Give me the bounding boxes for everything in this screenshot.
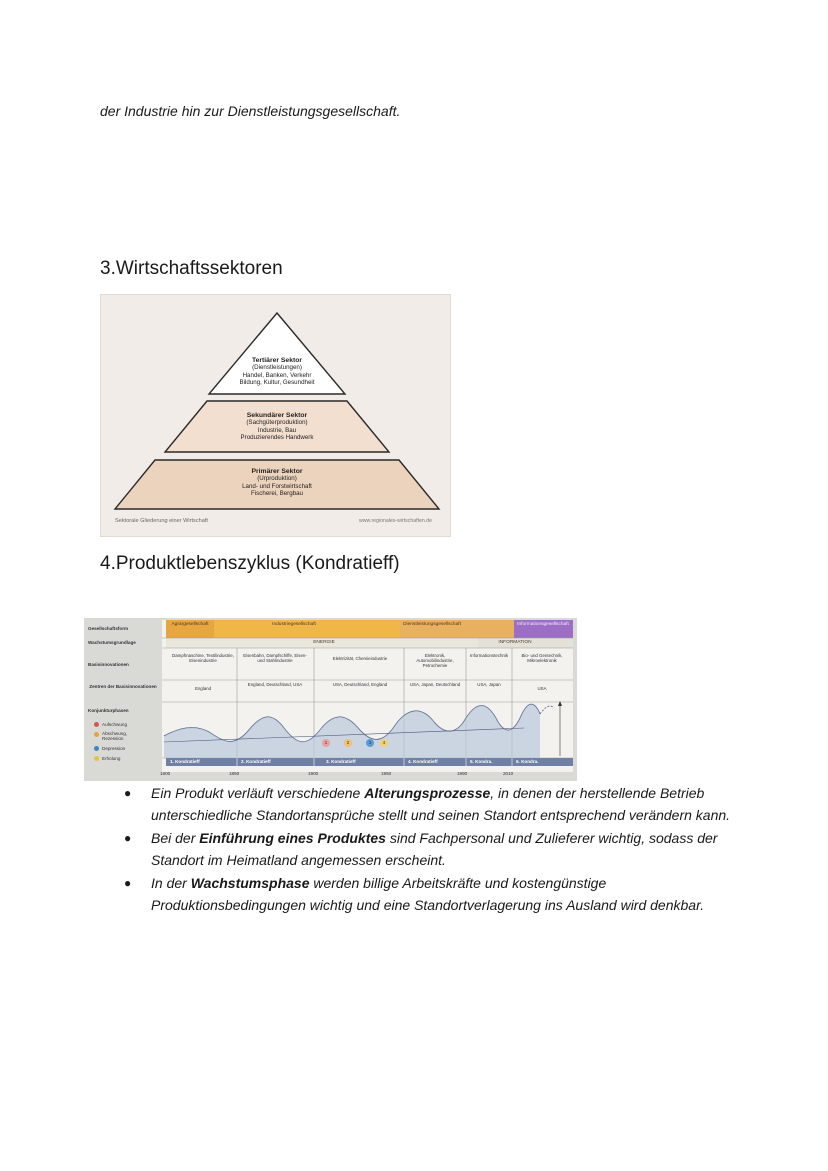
phase-marker: 4 bbox=[380, 739, 388, 747]
legend-label: Aufschwung bbox=[102, 722, 128, 727]
tier-tertiary-text bbox=[217, 357, 337, 387]
innovation-cell: Eisenbahn, Dampfschiffe, Eisen- und Stahlindustrie bbox=[243, 653, 307, 663]
bullet-text: Ein Produkt verläuft verschiedene bbox=[151, 785, 365, 801]
bullet-text: werden billige Arbeitskräfte und kostengünstige Produktionsbedingungen wichtig und eine Standortverlagerung ins Ausland wird denkbar. bbox=[151, 874, 705, 914]
list-item bbox=[124, 827, 734, 872]
legend-label: Erholung bbox=[102, 756, 121, 761]
bullet-bold: Alterungsprozesse bbox=[364, 785, 491, 801]
bullet-icon: ● bbox=[124, 875, 132, 890]
growth-label: INFORMATION bbox=[498, 640, 532, 645]
legend-label: Depression bbox=[102, 746, 126, 751]
legend-dot-aufschwung bbox=[94, 722, 99, 727]
innovation-cell: Elektronik, Automobilindustrie, Petrochemie bbox=[416, 653, 454, 668]
year-label: 1850 bbox=[229, 771, 240, 776]
intro-line: der Industrie hin zur Dienstleistungsgesellschaft. bbox=[100, 103, 401, 119]
row-label: Gesellschaftsform bbox=[88, 626, 129, 631]
bullet-icon: ● bbox=[124, 786, 132, 800]
section-heading-sectors: 3.Wirtschaftssektoren bbox=[100, 258, 283, 279]
tier-secondary-line: Produzierendes Handwerk bbox=[240, 434, 314, 442]
tier-primary-line: Land- und Forstwirtschaft bbox=[242, 482, 312, 490]
innovation-cell: Bio- und Gentechnik, Mikroelektronik bbox=[521, 653, 563, 663]
bullet-text: In der bbox=[151, 874, 191, 891]
bullet-text: Bei der bbox=[151, 829, 200, 846]
year-label: 1800 bbox=[160, 771, 171, 776]
innovation-cell: Dampfmaschine, Textilindustrie, Eisenindustrie bbox=[172, 653, 234, 663]
wave-label: 4. Kondratieff bbox=[408, 759, 438, 764]
society-header: Informationsgesellschaft bbox=[517, 622, 569, 627]
row-label: Wachstumsgrundlage bbox=[88, 640, 136, 645]
tier-secondary-text bbox=[207, 412, 347, 442]
tier-primary-line: Fischerei, Bergbau bbox=[251, 490, 303, 498]
center-cell: USA bbox=[537, 686, 547, 691]
center-cell: USA, Deutschland, England bbox=[332, 682, 388, 687]
society-header: Industriegesellschaft bbox=[272, 622, 316, 627]
center-cell: England, Deutschland, USA bbox=[247, 682, 303, 687]
year-label: 1990 bbox=[457, 771, 468, 776]
wave-label: 2. Kondratieff bbox=[241, 759, 271, 764]
tier-tertiary-title: Tertiärer Sektor bbox=[251, 357, 303, 364]
tier-tertiary-line: (Dienstleistungen) bbox=[252, 364, 302, 372]
center-cell: USA, Japan, Deutschland bbox=[409, 682, 461, 687]
year-label: 1950 bbox=[381, 771, 392, 776]
pyramid-caption: Sektorale Gliederung einer Wirtschaft bbox=[115, 518, 208, 524]
wave-label: 3. Kondratieff bbox=[326, 759, 356, 764]
list-item bbox=[124, 782, 734, 827]
bullet-list bbox=[124, 782, 734, 916]
legend-label: Abschwung, Rezession bbox=[102, 731, 128, 742]
society-header: Dienstleistungsgesellschaft bbox=[403, 622, 461, 627]
center-cell: USA, Japan bbox=[477, 682, 501, 687]
growth-label: ENERGIE bbox=[313, 640, 335, 645]
center-cell: England bbox=[194, 686, 212, 691]
list-item bbox=[124, 872, 734, 917]
innovation-cell: Elektrizität, Chemieindustrie bbox=[332, 656, 388, 661]
row-label: Zentren der Basisinnovationen bbox=[89, 684, 157, 689]
year-label: 1900 bbox=[308, 771, 319, 776]
legend-dot-depression bbox=[94, 746, 99, 751]
tier-primary-text bbox=[197, 468, 357, 498]
row-label: Konjunkturphasen bbox=[88, 708, 129, 713]
wave-label: 6. Kondra. bbox=[516, 759, 539, 764]
legend-dot-erholung bbox=[94, 756, 99, 761]
phase-marker: 3 bbox=[366, 739, 374, 747]
year-label: 2010 bbox=[503, 771, 514, 776]
legend-dot-abschwung bbox=[94, 732, 99, 737]
tier-primary-line: (Urproduktion) bbox=[257, 475, 297, 483]
phase-marker: 2 bbox=[344, 739, 352, 747]
society-header: Agrargesellschaft bbox=[171, 622, 209, 627]
tier-secondary-title: Sekundärer Sektor bbox=[246, 412, 308, 419]
tier-tertiary-line: Handel, Banken, Verkehr bbox=[242, 371, 312, 379]
sectors-pyramid-figure bbox=[100, 294, 451, 537]
section-heading-kondratieff: 4.Produktlebenszyklus (Kondratieff) bbox=[100, 553, 400, 574]
phase-marker: 1 bbox=[322, 739, 330, 747]
wave-label: 1. Kondratieff bbox=[170, 759, 200, 764]
kondratieff-figure bbox=[84, 618, 577, 781]
bullet-bold: Wachstumsphase bbox=[190, 874, 310, 891]
bullet-bold: Einführung eines Produktes bbox=[199, 829, 386, 846]
bullet-text: sind Fachpersonal und Zulieferer wichtig, sodass der Standort im Heimatland angemessen erscheint. bbox=[151, 829, 718, 869]
bullet-text: , in denen der herstellende Betrieb unterschiedliche Standortansprüche stellt und seinen Standort entsprechend verändern kann. bbox=[151, 785, 731, 824]
bullet-icon: ● bbox=[124, 830, 132, 845]
innovation-cell: Informationstechnik bbox=[469, 653, 509, 658]
tier-secondary-line: (Sachgüterproduktion) bbox=[246, 419, 308, 427]
wave-label: 5. Kondra. bbox=[470, 759, 493, 764]
tier-primary-title: Primärer Sektor bbox=[251, 468, 303, 475]
pyramid-source: www.regionales-wirtschaften.de bbox=[359, 518, 432, 524]
tier-tertiary-line: Bildung, Kultur, Gesundheit bbox=[239, 379, 315, 387]
row-label: Basisinnovationen bbox=[88, 662, 129, 667]
tier-secondary-line: Industrie, Bau bbox=[257, 426, 297, 434]
